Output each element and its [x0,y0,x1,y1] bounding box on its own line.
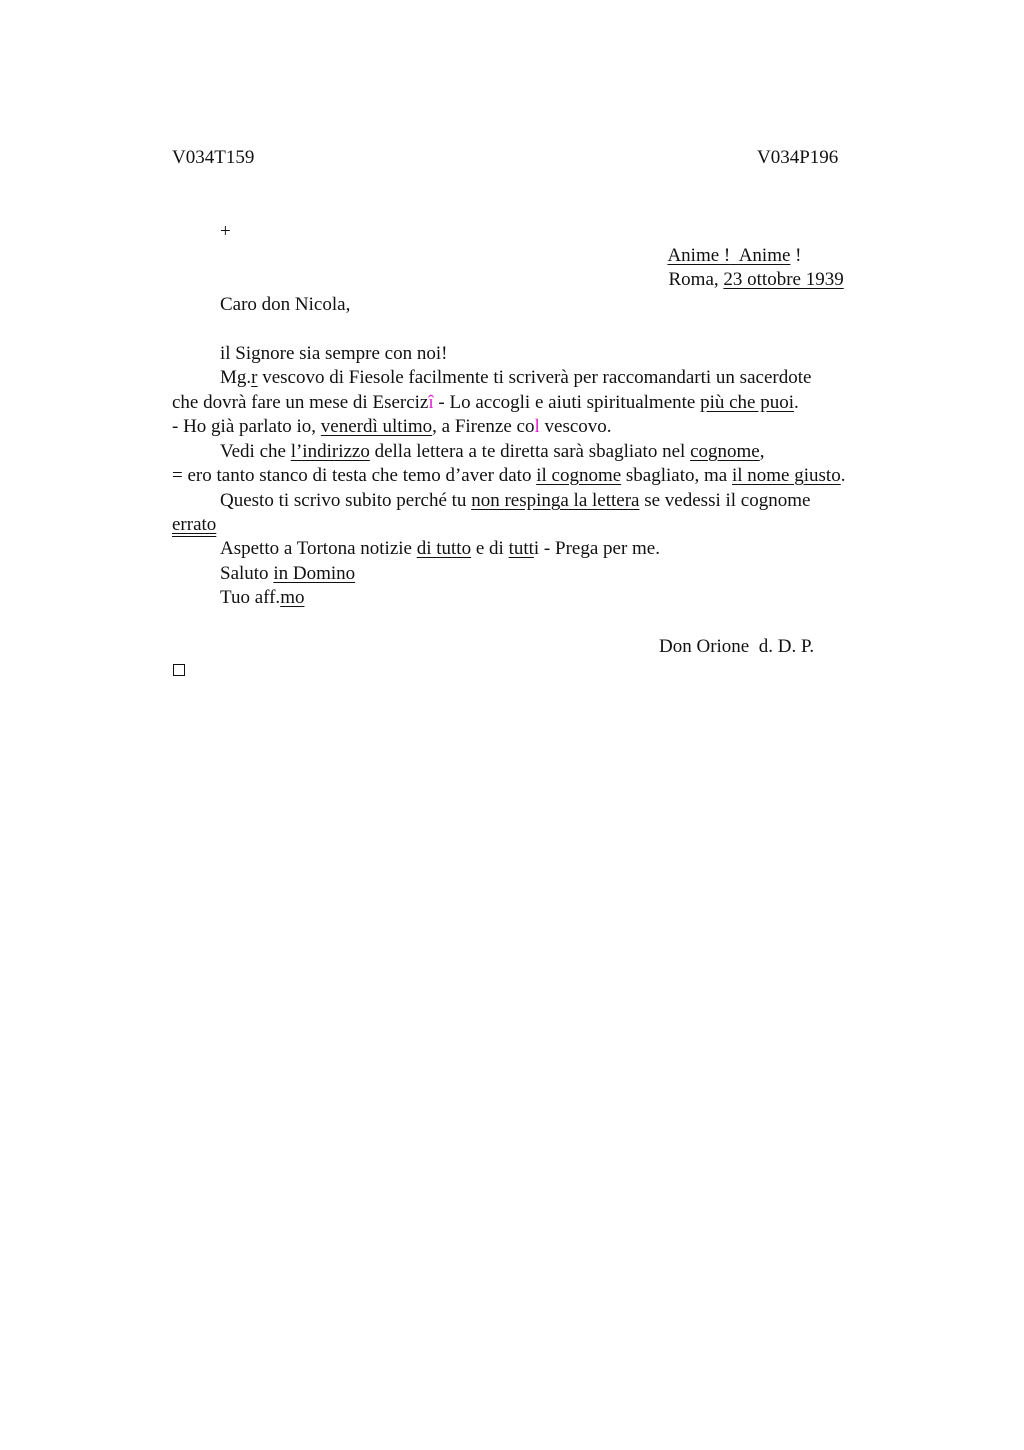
text-run: Saluto [220,563,274,584]
underlined-run: venerdì ultimo [320,416,433,437]
text-run: - Ho già parlato io, [172,416,321,437]
document-code-right: V034P196 [757,147,839,168]
highlighted-run: î [428,392,434,413]
document-code-left: V034T159 [172,147,255,168]
body-line-4 [172,415,612,439]
underlined-run: più che puoi [700,392,795,413]
body-line-5 [220,440,764,464]
motto-part1: Anime ! [667,245,731,266]
underlined-run: cognome [690,441,760,462]
underlined-run: di tutto [416,538,472,559]
text-run: , a Firenze co [432,416,535,437]
underlined-run: il nome giusto [731,465,841,486]
text-run: e di [471,538,509,559]
dateline [659,244,844,292]
text-run: Tuo aff. [220,587,281,608]
underlined-run: mo [280,587,305,608]
text-run: = ero tanto stanco di testa che temo d’aver dato [172,465,537,486]
underlined-run: tutt [508,538,534,559]
underlined-run: l’indirizzo [290,441,370,462]
body-line-2 [220,366,811,390]
cross-symbol: + [220,221,231,242]
text-run: i - Prega per me. [533,538,660,559]
text-run: Mg. [220,367,252,388]
salutation: Caro don Nicola, [220,294,351,315]
text-run: Questo ti scrivo subito perché tu [220,490,472,511]
text-run: , [759,441,765,462]
double-underlined-run: errato [172,514,217,535]
text-run: vescovo di Fiesole facilmente ti scriverà per raccomandarti un sacerdote [257,367,812,388]
body-line-3 [172,391,799,415]
highlighted-run: l [534,416,540,437]
body-line-8 [172,513,216,537]
text-run: . [840,465,846,486]
body-line-6 [172,464,845,488]
text-run: della lettera a te diretta sarà sbagliato nel [369,441,691,462]
text-run: sbagliato, ma [621,465,732,486]
motto-part2: Anime [738,245,791,266]
checkbox-square-icon [173,664,185,676]
underlined-run: r [251,367,258,388]
dateline-place: Roma, [668,269,724,290]
body-line-10 [220,562,355,586]
body-line-7 [220,489,810,513]
signature: Don Orione d. D. P. [659,636,815,657]
text-run: che dovrà fare un mese di Eserciz [172,392,429,413]
motto-end: ! [790,245,802,266]
text-run: se vedessi il cognome [639,490,811,511]
text-run: vescovo. [539,416,612,437]
dateline-date: 23 ottobre 1939 [723,269,844,290]
text-run: Vedi che [220,441,291,462]
text-run: - Lo accogli e aiuti spiritualmente [433,392,701,413]
underlined-run: il cognome [536,465,622,486]
body-line-1: il Signore sia sempre con noi! [220,343,448,364]
body-line-11 [220,586,304,610]
underlined-run: non respinga la lettera [471,490,640,511]
text-run: Aspetto a Tortona notizie [220,538,417,559]
body-line-9 [220,537,660,561]
text-run: . [794,392,799,413]
underlined-run: in Domino [273,563,356,584]
